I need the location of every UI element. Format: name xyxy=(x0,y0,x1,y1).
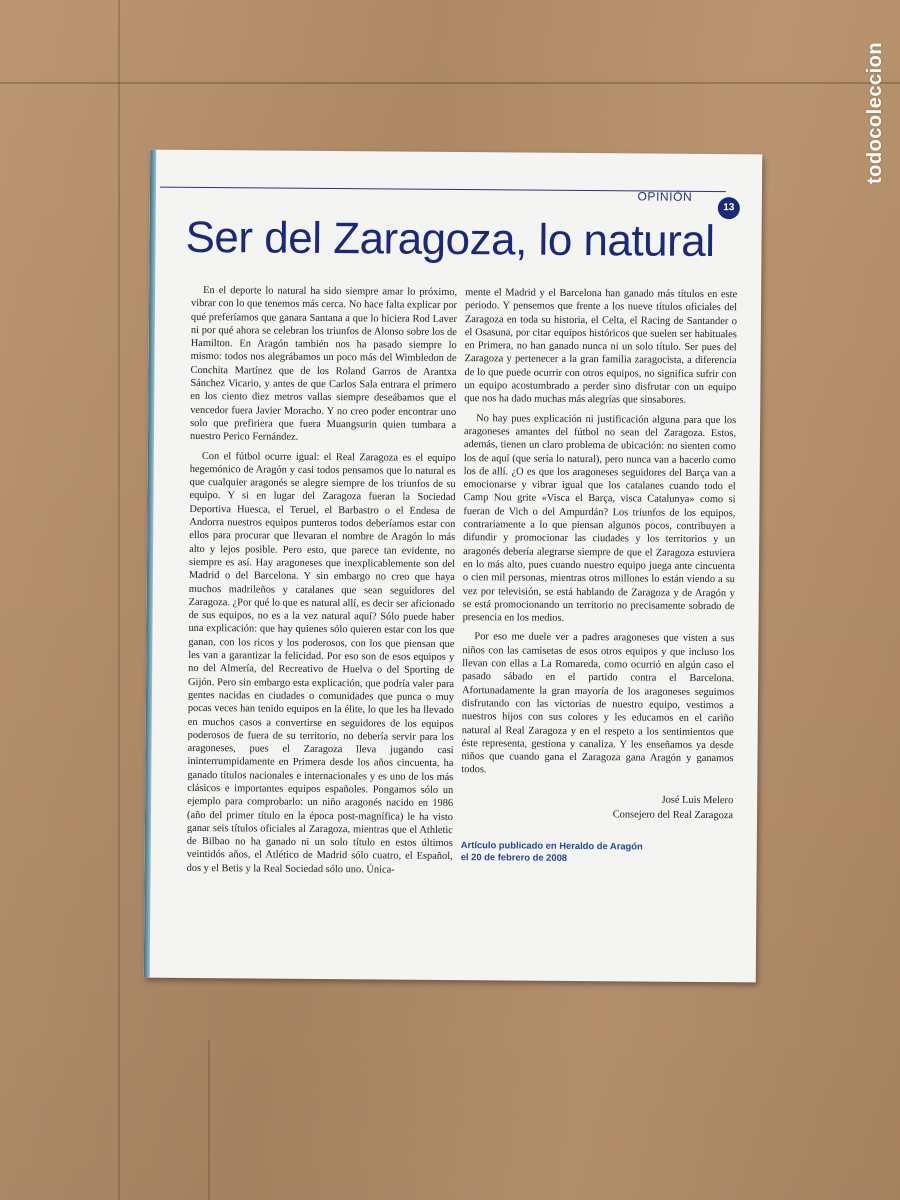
section-label: OPINIÓN xyxy=(637,189,693,204)
source-note xyxy=(461,839,733,865)
article-title: Ser del Zaragoza, lo natural xyxy=(185,212,715,267)
article-column-left xyxy=(187,284,458,883)
magazine-page xyxy=(144,150,762,983)
article-paragraph: En el deporte lo natural ha sido siempre amar lo próximo, vibrar con lo que tenemos más cerca. No hace falta explicar por qué preferíamos que ganara Santana a que lo hiciera Rod Laver ni por qué ahora se celebran los triunfos de Alonso sobre los de Hamilton. En Aragón también nos ha pasado siempre lo mismo: todos nos alegrábamos un poco más del Wimbledon de Conchita Martínez que de los Roland Garros de Arantxa Sánchez Vicario, y antes de que Carlos Sala entrara el primero en los ciento diez metros vallas siempre deseábamos que el vencedor fuera Javier Moracho. Y no creo poder encontrar uno solo que prefiriera que fuera Muangsurin quien tumbara a nuestro Perico Fernández. xyxy=(189,285,458,444)
cardboard-seam xyxy=(208,1040,210,1200)
author-role: Consejero del Real Zaragoza xyxy=(612,808,734,821)
cardboard-seam xyxy=(0,82,900,84)
article-paragraph: Con el fútbol ocurre igual: el Real Zaragoza es el equipo hegemónico de Aragón y casi todos pensamos que lo natural es que cualquier aragonés se alegre siempre de los triunfos de su equipo. Y si en lugar del Zaragoza fueran la Sociedad Deportiva Huesca, el Teruel, el Barbastro o el Endesa de Andorra nuestros equipos punteros todos deberíamos estar con ellos para procurar que llevaran el nombre de Aragón lo más alto y lejos posible. Pero esto, que parece tan evidente, no siempre es así. Hay aragoneses que inexplicablemente son del Madrid o del Barcelona. Y sin embargo no creo que haya muchos madrileños y catalanes que sean seguidores del Zaragoza. ¿Por qué lo que es natural allí, es decir ser aficionado de sus equipos, no es a la vez natural aquí? Sólo puede haber una explicación: que hay quienes sólo quieren estar con los que ganan, con los ricos y los poderosos, con los que piensan que les van a garantizar la felicidad. Por eso son de esos equipos y no del Almería, del Recreativo de Huelva o del Sporting de Gijón. Pero sin embargo esta explicación, que podría valer para gentes nacidas en ciudades o comunidades que punca o muy pocas veces han tenido equipos en la élite, lo que les ha llevado en muchos casos a convertirse en seguidores de los equipos poderosos de fuera de su territorio, no debería servir para los aragoneses, pues el Zaragoza lleva jugando casi ininterrumpidamente en Primera desde los años cincuenta, ha ganado títulos nacionales e internacionales y es uno de los más clásicos e importantes equipos españoles. Pongamos sólo un ejemplo para comprobarlo: un niño aragonés nacido en 1986 (año del primer título en la época post-magnífica) le ha visto ganar seis títulos oficiales al Zaragoza, mientras que el Athletic de Bilbao no ha ganado ni un solo título en estos últimos veintidós años, el Atlético de Madrid sólo cuatro, el Español, dos y el Betis y la Real Sociedad sólo uno. Única- xyxy=(186,450,456,876)
article-column-right xyxy=(461,286,738,865)
article-paragraph: Por eso me duele ver a padres aragoneses que visten a sus niños con las camisetas de esos otros equipos y que incluso los llevan con ellas a La Romareda, como ocurrió en algún caso el pasado sábado en el partido contra el Barcelona. Afortunadamente la gran mayoría de los aragoneses seguimos disfrutando con las victorias de nuestro equipo, vestimos a nuestros hijos con sus colores y les educamos en el cariño natural al Real Zaragoza y en el respeto a los sentimientos que éste representa, gestiona y canaliza. Y les enseñamos ya desde niños que cuando gana el Zaragoza gana Aragón y ganamos todos. xyxy=(461,631,735,776)
page-number-badge: 13 xyxy=(718,197,740,219)
signature-block xyxy=(461,791,733,823)
source-line: Artículo publicado en Heraldo de Aragón xyxy=(460,838,643,852)
cardboard-seam xyxy=(118,0,120,1200)
author-name: José Luis Melero xyxy=(661,794,734,806)
source-line: el 20 de febrero de 2008 xyxy=(460,850,568,863)
page-spine xyxy=(144,150,157,978)
watermark: todocoleccion xyxy=(864,41,886,184)
article-paragraph: mente el Madrid y el Barcelona han ganado más títulos en este periodo. Y pensemos que frente a los nueve títulos oficiales del Zaragoza en toda su historia, el Celta, el Racing de Santander o el Osasuna, por citar equipos históricos que suelen ser habituales en Primera, no han ganado nunca ni un solo título. Ser pues del Zaragoza y pertenecer a la gran familia zaragocista, a diferencia de lo que puede ocurrir con otros equipos, no significa sufrir con un equipo acostumbrado a perder sino disfrutar con un equipo que nos ha dado muchas más alegrías que sinsabores. xyxy=(464,287,738,407)
article-paragraph: No hay pues explicación ni justificación alguna para que los aragoneses amantes del fútbol no sean del Zaragoza. Estos, además, tienen un claro problema de ubicación: no sienten como los de aquí (que sería lo natural), pero nunca van a hacerlo como los de allí. ¿O es que los aragoneses seguidores del Barça van a emocionarse y vibrar igual que los catalanes cuando todo el Camp Nou grite «Visca el Barça, visca Catalunya» como si fueran de Vich o del Ampurdán? Los triunfos de los equipos, contrariamente a lo que piensan algunos pocos, contribuyen a difundir y promocionar las ciudades y los territorios y un aragonés debería alegrarse siempre de que el Zaragoza estuviera en lo más alto, pues cuando nuestro equipo juega ante cincuenta o cien mil personas, mientras otros millones lo están viendo a su vez por televisión, se está hablando de Zaragoza y de Aragón y se está promocionando un territorio no precisamente sobrado de presencia en los medios. xyxy=(462,412,737,624)
